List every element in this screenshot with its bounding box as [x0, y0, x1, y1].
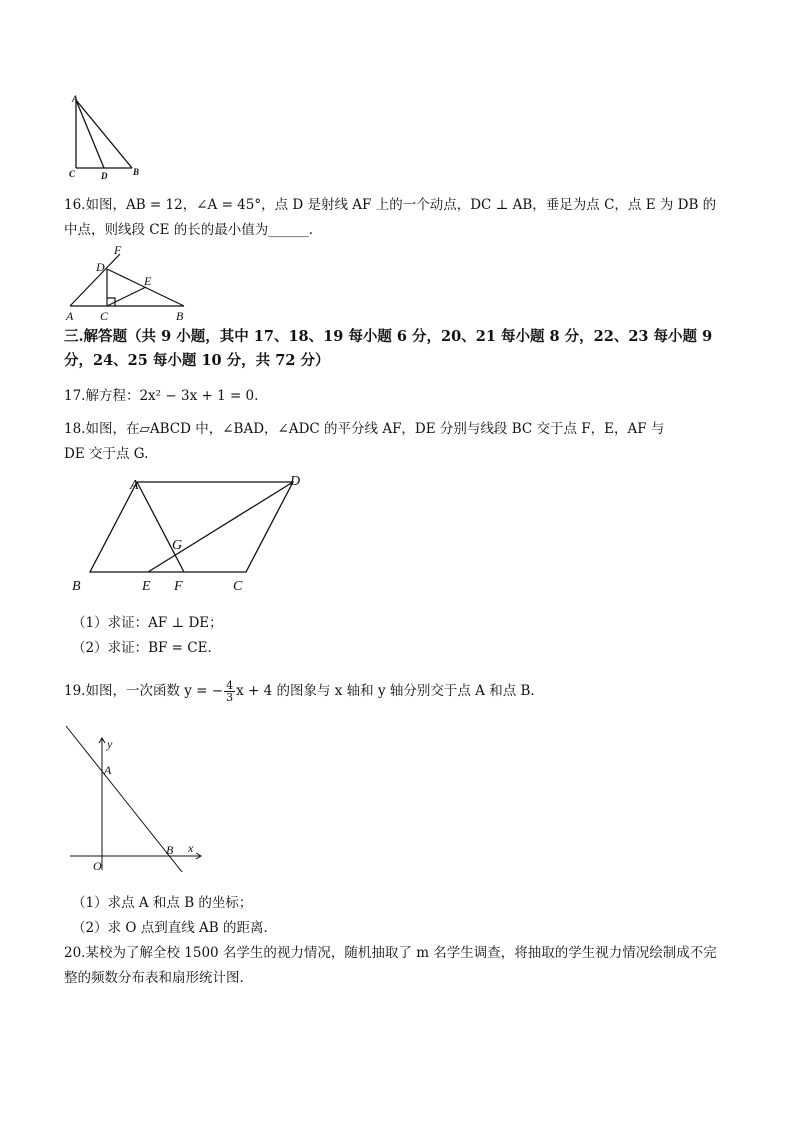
- label-E: E: [142, 579, 151, 594]
- label-F: F: [114, 243, 122, 257]
- label-C: C: [69, 169, 76, 179]
- label-A: A: [66, 309, 74, 323]
- fraction-4-3: [224, 680, 235, 703]
- figure-18: [64, 470, 308, 594]
- parallelogram-ABCD: [90, 482, 293, 572]
- label-A: A: [104, 763, 112, 777]
- q16-line1: 16.如图，AB = 12，∠A = 45°，点 D 是射线 AF 上的一个动点，DC ⊥ AB，垂足为点 C，点 E 为 DB 的: [64, 197, 717, 213]
- q16-line2: 中点，则线段 CE 的长的最小值为______.: [64, 222, 314, 238]
- q19-suffix: x + 4 的图象与 x 轴和 y 轴分别交于点 A 和点 B.: [236, 683, 535, 699]
- label-A: A: [130, 478, 139, 493]
- segment-AF: [137, 482, 184, 572]
- section3-heading-line1: 三.解答题（共 9 小题，其中 17、18、19 每小题 6 分，20、21 每小题 8 分，22、23 每小题 9: [64, 328, 713, 345]
- label-B: B: [176, 309, 184, 323]
- q19-part2: （2）求 O 点到直线 AB 的距离.: [72, 920, 268, 936]
- fraction-numerator: 4: [226, 679, 234, 692]
- label-D: D: [96, 260, 105, 274]
- label-D: D: [290, 474, 301, 489]
- fraction-denominator: 3: [226, 691, 234, 704]
- q20-line1: 20.某校为了解全校 1500 名学生的视力情况，随机抽取了 m 名学生调查，将抽取的学生视力情况绘制成不完: [64, 945, 717, 961]
- q19-part1: （1）求点 A 和点 B 的坐标；: [72, 895, 253, 911]
- q18-part2: （2）求证：BF = CE.: [72, 640, 212, 656]
- q19-prefix: 19.如图，一次函数 y = −: [64, 683, 224, 699]
- section3-heading-line2: 分，24、25 每小题 10 分，共 72 分）: [64, 352, 330, 369]
- label-B: B: [72, 579, 81, 594]
- label-B: B: [133, 167, 140, 177]
- segment-AD: [76, 100, 104, 168]
- label-C: C: [233, 579, 243, 594]
- segment-CE: [107, 287, 146, 306]
- label-A: A: [72, 94, 79, 104]
- label-B: B: [166, 843, 174, 857]
- label-O: O: [93, 859, 102, 872]
- figure-16: [60, 242, 200, 324]
- label-y: y: [107, 737, 113, 751]
- figure-15: [66, 92, 146, 180]
- q18-part1: （1）求证：AF ⊥ DE；: [72, 615, 223, 631]
- label-x: x: [188, 841, 194, 855]
- label-D: D: [101, 171, 108, 180]
- q20-line2: 整的频数分布表和扇形统计图.: [64, 970, 244, 986]
- segment-AB: [76, 100, 132, 168]
- label-F: F: [174, 579, 183, 594]
- q18-line2: DE 交于点 G.: [64, 446, 149, 462]
- label-C: C: [100, 309, 109, 323]
- figure-19: [60, 722, 210, 872]
- label-G: G: [172, 538, 183, 553]
- q17-text: 17.解方程：2x² − 3x + 1 = 0.: [64, 388, 259, 404]
- q19-statement: [64, 680, 535, 703]
- segment-DE: [148, 482, 293, 572]
- label-E: E: [144, 274, 152, 288]
- q18-line1: 18.如图，在▱ABCD 中，∠BAD，∠ADC 的平分线 AF，DE 分别与线段 BC 交于点 F，E，AF 与: [64, 421, 665, 437]
